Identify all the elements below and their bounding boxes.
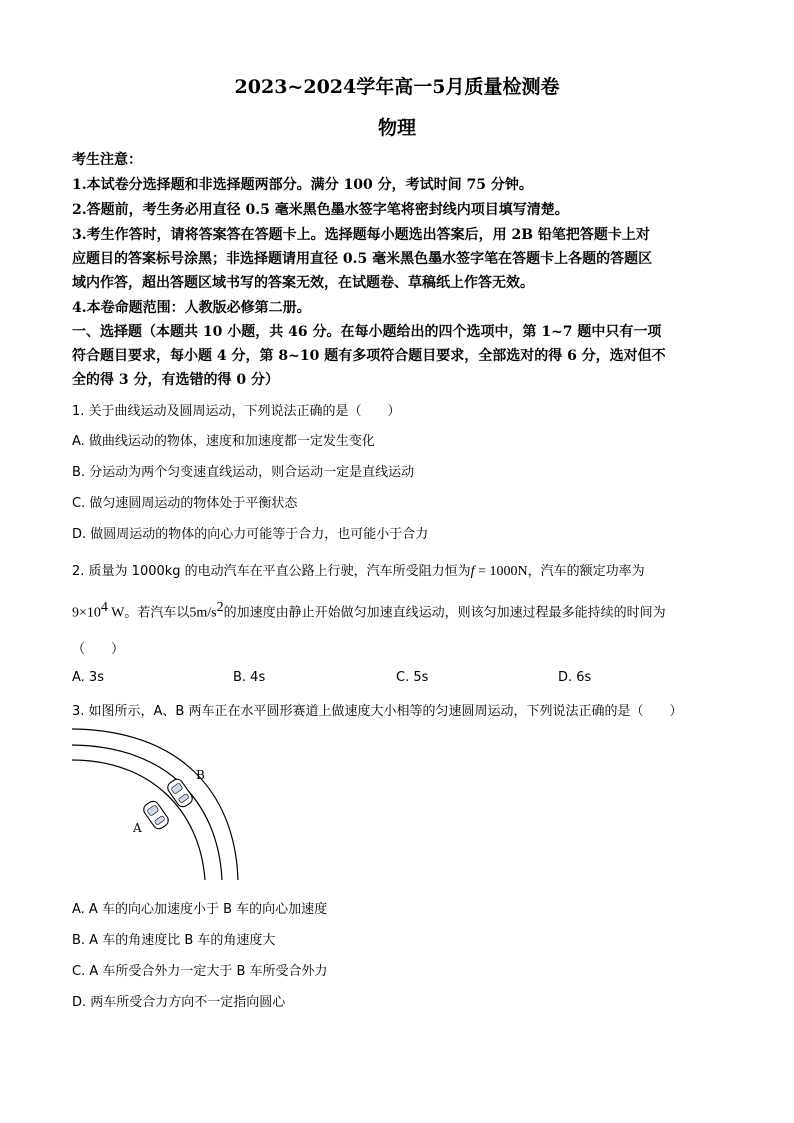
car-a xyxy=(141,799,170,831)
notice-heading: 考生注意： xyxy=(72,152,142,168)
question-3-option: A. A 车的向心加速度小于 B 车的向心加速度 xyxy=(72,902,328,917)
question-2-option: D. 6s xyxy=(558,670,592,685)
section-heading: 一、选择题（本题共 10 小题，共 46 分。在每小题给出的四个选项中，第 1~7 题中只有一项 xyxy=(72,324,662,340)
question-3-option: B. A 车的角速度比 B 车的角速度大 xyxy=(72,933,276,948)
notice-line: 域内作答，超出答题区域书写的答案无效，在试题卷、草稿纸上作答无效。 xyxy=(72,275,534,291)
question-2-option: A. 3s xyxy=(72,670,104,685)
question-2-option: B. 4s xyxy=(233,670,266,685)
notice-line: 2.答题前，考生务必用直径 0.5 毫米黑色墨水签字笔将密封线内项目填写清楚。 xyxy=(72,202,569,218)
question-2-stem-line3: （ ） xyxy=(72,642,125,657)
question-1-option: D. 做圆周运动的物体的向心力可能等于合力，也可能小于合力 xyxy=(72,527,429,542)
subject-title: 物理 xyxy=(377,117,416,139)
notice-line: 应题目的答案标号涂黑；非选择题请用直径 0.5 毫米黑色墨水签字笔在答题卡上各题的答题区 xyxy=(72,251,653,267)
car-b-label: B xyxy=(196,768,205,782)
track-inner-edge xyxy=(72,760,205,880)
notice-line: 1.本试卷分选择题和非选择题两部分。满分 100 分，考试时间 75 分钟。 xyxy=(72,177,533,193)
question-3-option: D. 两车所受合力方向不一定指向圆心 xyxy=(72,995,286,1010)
question-1-stem: 1. 关于曲线运动及圆周运动，下列说法正确的是（ ） xyxy=(72,404,401,419)
question-2-stem-line2: $9\times 10^4$ W。若汽车以$5m/s^2$的加速度由静止开始做匀加速直线运动，则该匀加速过程最多能持续的时间为 xyxy=(72,600,666,621)
question-2-option: C. 5s xyxy=(396,670,429,685)
question-3-option: C. A 车所受合外力一定大于 B 车所受合外力 xyxy=(72,964,328,979)
section-heading: 符合题目要求，每小题 4 分，第 8~10 题有多项符合题目要求，全部选对的得 6 分，选对但不 xyxy=(72,348,666,364)
page-title: 2023~2024学年高一5月质量检测卷 xyxy=(234,76,560,98)
question-2-stem-line1: 2. 质量为 1000kg 的电动汽车在平直公路上行驶，汽车所受阻力恒为f = 1000N，汽车的额定功率为 xyxy=(72,564,645,579)
notice-line: 3.考生作答时，请将答案答在答题卡上。选择题每小题选出答案后，用 2B 铅笔把答题卡上对 xyxy=(72,227,650,243)
question-1-option: B. 分运动为两个匀变速直线运动，则合运动一定是直线运动 xyxy=(72,465,415,480)
car-a-label: A xyxy=(133,821,142,835)
question-1-option: C. 做匀速圆周运动的物体处于平衡状态 xyxy=(72,496,298,511)
notice-line: 4.本卷命题范围：人教版必修第二册。 xyxy=(72,300,311,316)
question-3-stem: 3. 如图所示，A、B 两车正在水平圆形赛道上做速度大小相等的匀速圆周运动，下列说法正确的是（ ） xyxy=(72,704,683,719)
car-b xyxy=(165,777,194,809)
section-heading: 全的得 3 分，有选错的得 0 分） xyxy=(72,372,279,388)
question-1-option: A. 做曲线运动的物体，速度和加速度都一定发生变化 xyxy=(72,434,375,449)
